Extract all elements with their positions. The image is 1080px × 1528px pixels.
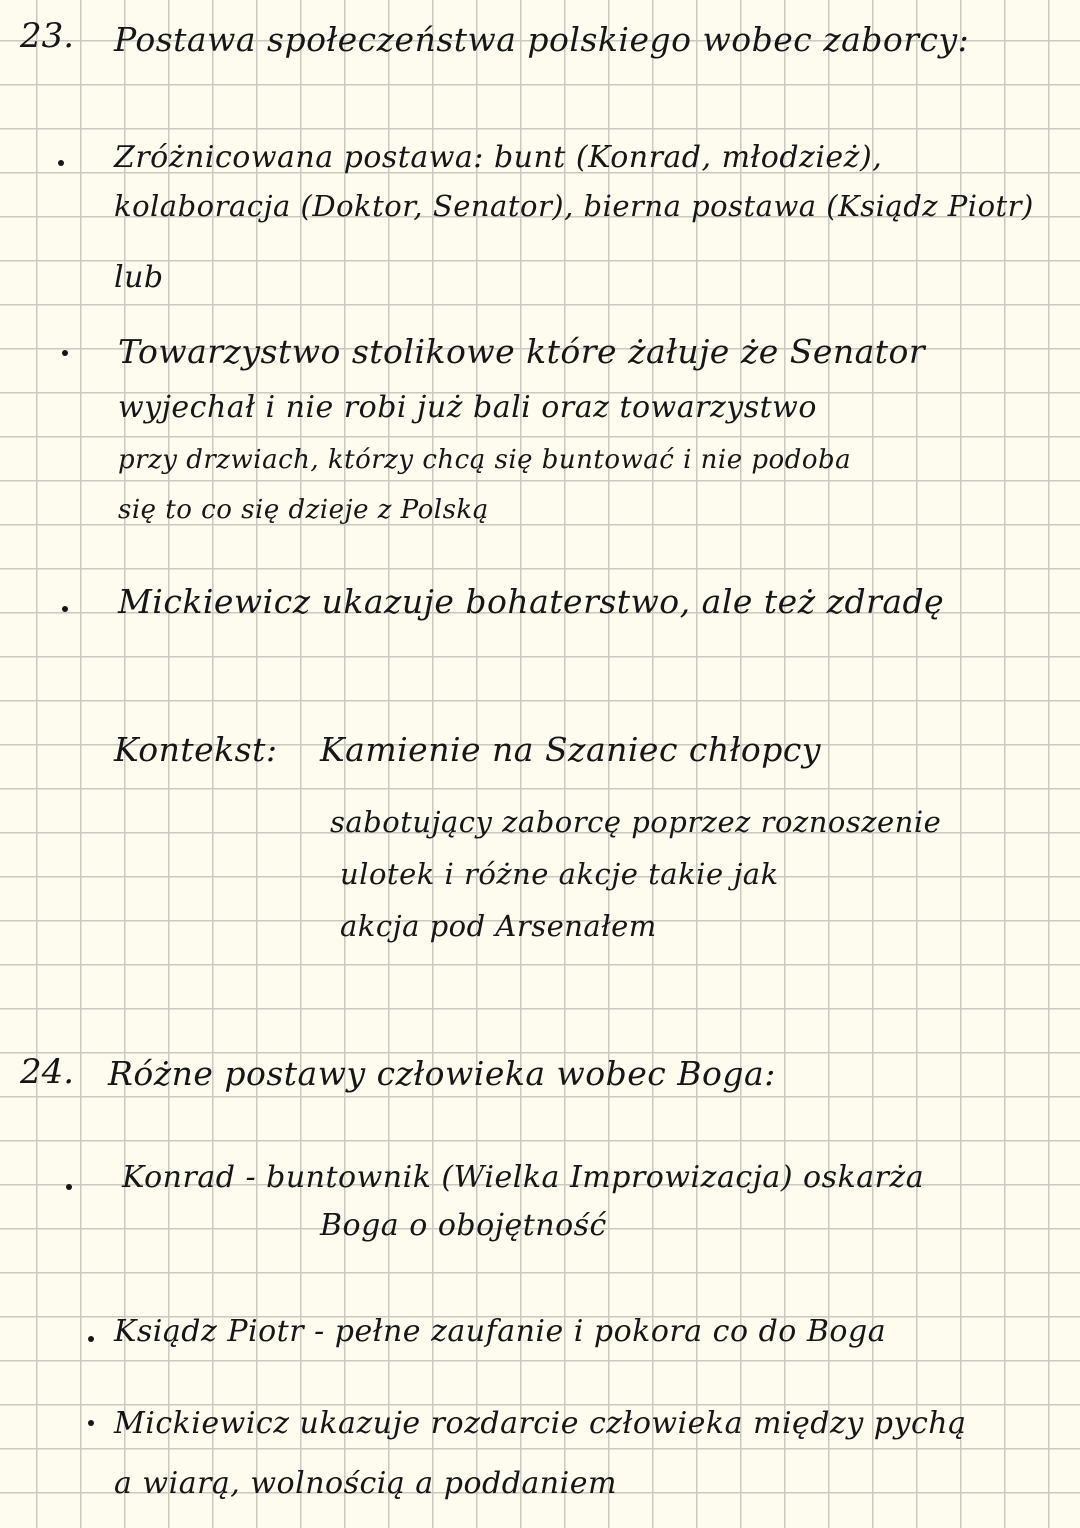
bullet-line: Zróżnicowana postawa: bunt (Konrad, młodzież), bbox=[114, 140, 883, 175]
bullet-line: Ksiądz Piotr - pełne zaufanie i pokora co do Boga bbox=[114, 1314, 887, 1349]
bullet-line: Towarzystwo stolikowe które żałuje że Senator bbox=[118, 332, 926, 371]
context-line: sabotujący zaborcę poprzez roznoszenie bbox=[330, 805, 942, 839]
bullet-line: Konrad - buntownik (Wielka Improwizacja) oskarża bbox=[122, 1160, 925, 1195]
context-line: akcja pod Arsenałem bbox=[340, 909, 657, 943]
context-label: Kontekst: bbox=[114, 730, 278, 769]
section-number: 23. bbox=[20, 16, 75, 56]
bullet-dot bbox=[58, 160, 64, 166]
bullet-dot bbox=[88, 1336, 94, 1342]
bullet-dot bbox=[62, 350, 68, 356]
context-line: ulotek i różne akcje takie jak bbox=[340, 857, 779, 891]
bullet-line: się to co się dzieje z Polską bbox=[118, 495, 489, 525]
bullet-dot bbox=[62, 606, 68, 612]
bullet-line: wyjechał i nie robi już bali oraz towarzystwo bbox=[118, 390, 817, 425]
bullet-line: Boga o obojętność bbox=[320, 1208, 607, 1243]
bullet-line: Mickiewicz ukazuje bohaterstwo, ale też zdradę bbox=[118, 582, 945, 621]
section-number: 24. bbox=[20, 1052, 75, 1092]
bullet-line: Mickiewicz ukazuje rozdarcie człowieka między pychą bbox=[114, 1406, 967, 1441]
bullet-dot bbox=[66, 1184, 72, 1190]
bullet-line: a wiarą, wolnością a poddaniem bbox=[114, 1466, 617, 1501]
bullet-line: kolaboracja (Doktor, Senator), bierna postawa (Ksiądz Piotr) bbox=[114, 189, 1034, 223]
context-line: Kamienie na Szaniec chłopcy bbox=[320, 730, 821, 769]
bullet-dot bbox=[88, 1420, 94, 1426]
bullet-line: przy drzwiach, którzy chcą się buntować i nie podoba bbox=[118, 445, 852, 475]
connector-text: lub bbox=[114, 260, 164, 295]
section-heading: Postawa społeczeństwa polskiego wobec zaborcy: bbox=[114, 20, 970, 59]
section-heading: Różne postawy człowieka wobec Boga: bbox=[108, 1054, 776, 1093]
